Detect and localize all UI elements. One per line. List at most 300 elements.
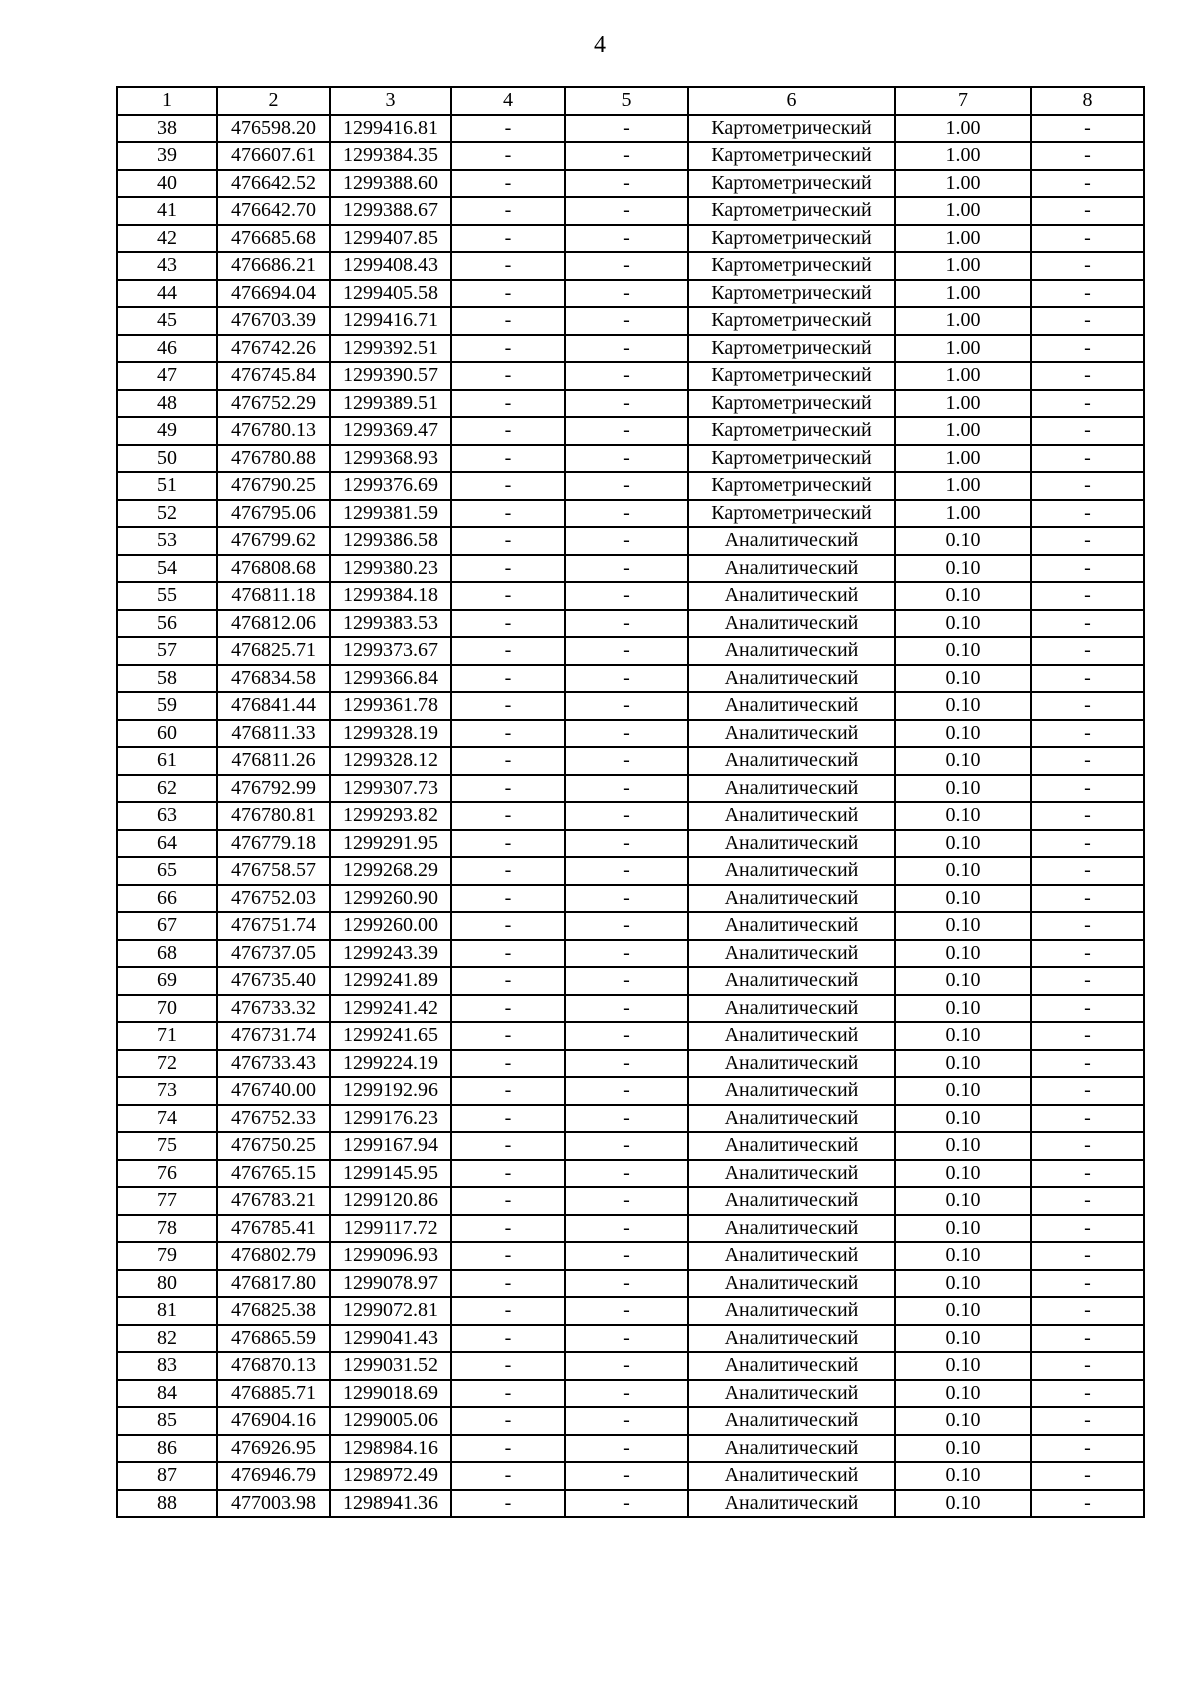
table-cell-x-coordinate: 476783.21	[217, 1187, 330, 1215]
table-cell-col5-value: -	[565, 857, 688, 885]
table-cell-x-coordinate: 476926.95	[217, 1435, 330, 1463]
table-cell-col8-value: -	[1031, 582, 1144, 610]
table-cell-point-number: 39	[117, 142, 217, 170]
table-row	[117, 527, 1144, 555]
table-cell-col8-value: -	[1031, 885, 1144, 913]
table-row	[117, 335, 1144, 363]
table-cell-accuracy: 0.10	[895, 1435, 1031, 1463]
table-cell-x-coordinate: 476795.06	[217, 500, 330, 528]
table-cell-method: Картометрический	[688, 197, 895, 225]
table-cell-col8-value: -	[1031, 1325, 1144, 1353]
table-cell-x-coordinate: 476607.61	[217, 142, 330, 170]
table-cell-col5-value: -	[565, 692, 688, 720]
table-cell-point-number: 60	[117, 720, 217, 748]
table-cell-col5-value: -	[565, 747, 688, 775]
table-cell-col4-value: -	[451, 252, 565, 280]
table-cell-col5-value: -	[565, 390, 688, 418]
table-cell-col4-value: -	[451, 582, 565, 610]
table-cell-accuracy: 1.00	[895, 170, 1031, 198]
table-cell-x-coordinate: 476752.29	[217, 390, 330, 418]
column-header-5: 5	[565, 87, 688, 115]
table-cell-col4-value: -	[451, 940, 565, 968]
table-cell-point-number: 68	[117, 940, 217, 968]
table-cell-col8-value: -	[1031, 1297, 1144, 1325]
table-cell-method: Аналитический	[688, 1242, 895, 1270]
table-cell-method: Картометрический	[688, 500, 895, 528]
table-cell-point-number: 64	[117, 830, 217, 858]
table-cell-y-coordinate: 1299381.59	[330, 500, 451, 528]
table-cell-col4-value: -	[451, 1325, 565, 1353]
table-cell-point-number: 88	[117, 1490, 217, 1518]
table-cell-point-number: 41	[117, 197, 217, 225]
table-cell-method: Аналитический	[688, 995, 895, 1023]
table-cell-x-coordinate: 476870.13	[217, 1352, 330, 1380]
table-cell-x-coordinate: 476790.25	[217, 472, 330, 500]
table-cell-method: Аналитический	[688, 912, 895, 940]
table-cell-point-number: 63	[117, 802, 217, 830]
table-cell-col4-value: -	[451, 747, 565, 775]
table-cell-col8-value: -	[1031, 830, 1144, 858]
table-cell-point-number: 73	[117, 1077, 217, 1105]
table-cell-col8-value: -	[1031, 1380, 1144, 1408]
table-cell-y-coordinate: 1299018.69	[330, 1380, 451, 1408]
table-cell-x-coordinate: 476758.57	[217, 857, 330, 885]
table-row	[117, 472, 1144, 500]
table-row	[117, 390, 1144, 418]
table-cell-col4-value: -	[451, 637, 565, 665]
table-cell-point-number: 45	[117, 307, 217, 335]
table-cell-col5-value: -	[565, 170, 688, 198]
table-row	[117, 1407, 1144, 1435]
table-cell-col5-value: -	[565, 115, 688, 143]
table-cell-y-coordinate: 1299241.89	[330, 967, 451, 995]
table-cell-x-coordinate: 476685.68	[217, 225, 330, 253]
table-cell-col5-value: -	[565, 1187, 688, 1215]
table-cell-accuracy: 0.10	[895, 747, 1031, 775]
table-cell-x-coordinate: 476642.52	[217, 170, 330, 198]
table-cell-method: Аналитический	[688, 830, 895, 858]
table-cell-col4-value: -	[451, 830, 565, 858]
table-cell-point-number: 55	[117, 582, 217, 610]
table-row	[117, 1270, 1144, 1298]
table-cell-col5-value: -	[565, 720, 688, 748]
table-cell-y-coordinate: 1299241.42	[330, 995, 451, 1023]
table-row	[117, 912, 1144, 940]
table-cell-col4-value: -	[451, 912, 565, 940]
table-cell-x-coordinate: 476811.33	[217, 720, 330, 748]
column-header-2: 2	[217, 87, 330, 115]
table-cell-x-coordinate: 476802.79	[217, 1242, 330, 1270]
table-cell-point-number: 58	[117, 665, 217, 693]
table-cell-y-coordinate: 1299361.78	[330, 692, 451, 720]
table-cell-y-coordinate: 1299386.58	[330, 527, 451, 555]
table-row	[117, 967, 1144, 995]
table-cell-y-coordinate: 1299041.43	[330, 1325, 451, 1353]
table-cell-col8-value: -	[1031, 527, 1144, 555]
table-row	[117, 665, 1144, 693]
table-cell-col4-value: -	[451, 142, 565, 170]
table-cell-col4-value: -	[451, 1462, 565, 1490]
table-cell-x-coordinate: 476817.80	[217, 1270, 330, 1298]
table-cell-col4-value: -	[451, 362, 565, 390]
table-cell-accuracy: 0.10	[895, 1297, 1031, 1325]
table-cell-point-number: 71	[117, 1022, 217, 1050]
column-header-1: 1	[117, 87, 217, 115]
table-cell-accuracy: 0.10	[895, 637, 1031, 665]
table-cell-col5-value: -	[565, 527, 688, 555]
table-row	[117, 280, 1144, 308]
table-cell-col8-value: -	[1031, 1050, 1144, 1078]
table-cell-accuracy: 0.10	[895, 1022, 1031, 1050]
table-cell-col5-value: -	[565, 225, 688, 253]
table-cell-col5-value: -	[565, 197, 688, 225]
table-cell-y-coordinate: 1299241.65	[330, 1022, 451, 1050]
table-cell-accuracy: 0.10	[895, 967, 1031, 995]
table-cell-accuracy: 0.10	[895, 1132, 1031, 1160]
table-cell-point-number: 66	[117, 885, 217, 913]
table-cell-col4-value: -	[451, 1435, 565, 1463]
table-cell-col5-value: -	[565, 802, 688, 830]
table-cell-col4-value: -	[451, 390, 565, 418]
table-cell-method: Картометрический	[688, 115, 895, 143]
table-cell-col8-value: -	[1031, 665, 1144, 693]
table-cell-point-number: 53	[117, 527, 217, 555]
table-cell-y-coordinate: 1299373.67	[330, 637, 451, 665]
table-cell-col8-value: -	[1031, 142, 1144, 170]
table-cell-method: Аналитический	[688, 885, 895, 913]
table-cell-col8-value: -	[1031, 307, 1144, 335]
table-cell-y-coordinate: 1299408.43	[330, 252, 451, 280]
table-row	[117, 252, 1144, 280]
table-row	[117, 775, 1144, 803]
table-cell-y-coordinate: 1299388.67	[330, 197, 451, 225]
table-cell-method: Аналитический	[688, 720, 895, 748]
table-cell-point-number: 65	[117, 857, 217, 885]
table-cell-accuracy: 0.10	[895, 857, 1031, 885]
table-cell-y-coordinate: 1299384.18	[330, 582, 451, 610]
table-cell-col5-value: -	[565, 1407, 688, 1435]
table-cell-accuracy: 0.10	[895, 912, 1031, 940]
table-cell-col8-value: -	[1031, 1160, 1144, 1188]
table-cell-y-coordinate: 1299291.95	[330, 830, 451, 858]
table-row	[117, 637, 1144, 665]
table-cell-x-coordinate: 476750.25	[217, 1132, 330, 1160]
table-cell-y-coordinate: 1299096.93	[330, 1242, 451, 1270]
table-cell-x-coordinate: 476780.81	[217, 802, 330, 830]
table-cell-y-coordinate: 1299383.53	[330, 610, 451, 638]
table-cell-method: Аналитический	[688, 940, 895, 968]
table-cell-method: Аналитический	[688, 1380, 895, 1408]
table-cell-col5-value: -	[565, 1270, 688, 1298]
table-cell-col8-value: -	[1031, 1022, 1144, 1050]
table-cell-accuracy: 0.10	[895, 830, 1031, 858]
table-cell-col4-value: -	[451, 665, 565, 693]
table-cell-point-number: 69	[117, 967, 217, 995]
table-cell-accuracy: 0.10	[895, 1380, 1031, 1408]
table-cell-col4-value: -	[451, 1242, 565, 1270]
table-cell-point-number: 56	[117, 610, 217, 638]
table-cell-col8-value: -	[1031, 995, 1144, 1023]
table-cell-method: Аналитический	[688, 1490, 895, 1518]
table-cell-method: Аналитический	[688, 1462, 895, 1490]
table-row	[117, 307, 1144, 335]
table-cell-col8-value: -	[1031, 500, 1144, 528]
table-cell-col4-value: -	[451, 967, 565, 995]
table-cell-point-number: 76	[117, 1160, 217, 1188]
table-cell-col8-value: -	[1031, 610, 1144, 638]
table-cell-col5-value: -	[565, 280, 688, 308]
table-cell-col5-value: -	[565, 555, 688, 583]
table-cell-y-coordinate: 1299268.29	[330, 857, 451, 885]
table-cell-y-coordinate: 1298941.36	[330, 1490, 451, 1518]
table-cell-method: Картометрический	[688, 335, 895, 363]
table-cell-y-coordinate: 1299260.90	[330, 885, 451, 913]
table-row	[117, 610, 1144, 638]
table-cell-col5-value: -	[565, 1352, 688, 1380]
table-cell-accuracy: 0.10	[895, 1352, 1031, 1380]
table-cell-col4-value: -	[451, 1160, 565, 1188]
table-cell-accuracy: 0.10	[895, 555, 1031, 583]
table-cell-y-coordinate: 1299293.82	[330, 802, 451, 830]
table-cell-method: Картометрический	[688, 280, 895, 308]
table-cell-y-coordinate: 1299307.73	[330, 775, 451, 803]
table-row	[117, 362, 1144, 390]
table-cell-y-coordinate: 1299416.71	[330, 307, 451, 335]
table-row	[117, 1325, 1144, 1353]
table-cell-method: Аналитический	[688, 1077, 895, 1105]
table-cell-x-coordinate: 476751.74	[217, 912, 330, 940]
table-cell-method: Аналитический	[688, 1132, 895, 1160]
table-cell-col5-value: -	[565, 1325, 688, 1353]
table-cell-x-coordinate: 476703.39	[217, 307, 330, 335]
table-cell-point-number: 42	[117, 225, 217, 253]
table-cell-x-coordinate: 476825.71	[217, 637, 330, 665]
table-cell-col4-value: -	[451, 857, 565, 885]
table-cell-col5-value: -	[565, 775, 688, 803]
table-cell-col4-value: -	[451, 995, 565, 1023]
table-cell-col5-value: -	[565, 1105, 688, 1133]
table-cell-method: Аналитический	[688, 1297, 895, 1325]
table-cell-col4-value: -	[451, 1215, 565, 1243]
table-cell-point-number: 72	[117, 1050, 217, 1078]
table-cell-col5-value: -	[565, 637, 688, 665]
table-cell-y-coordinate: 1299078.97	[330, 1270, 451, 1298]
table-cell-accuracy: 1.00	[895, 280, 1031, 308]
table-cell-col5-value: -	[565, 142, 688, 170]
table-cell-x-coordinate: 476745.84	[217, 362, 330, 390]
table-cell-point-number: 77	[117, 1187, 217, 1215]
table-cell-method: Картометрический	[688, 142, 895, 170]
table-cell-accuracy: 0.10	[895, 1160, 1031, 1188]
table-cell-method: Аналитический	[688, 665, 895, 693]
table-cell-col8-value: -	[1031, 747, 1144, 775]
table-row	[117, 830, 1144, 858]
table-cell-method: Аналитический	[688, 1325, 895, 1353]
table-cell-point-number: 54	[117, 555, 217, 583]
table-cell-y-coordinate: 1299388.60	[330, 170, 451, 198]
table-cell-col4-value: -	[451, 1297, 565, 1325]
table-cell-col5-value: -	[565, 610, 688, 638]
table-cell-col8-value: -	[1031, 775, 1144, 803]
table-cell-point-number: 50	[117, 445, 217, 473]
table-cell-accuracy: 0.10	[895, 1105, 1031, 1133]
table-cell-point-number: 81	[117, 1297, 217, 1325]
table-cell-point-number: 85	[117, 1407, 217, 1435]
table-cell-method: Аналитический	[688, 747, 895, 775]
table-cell-method: Аналитический	[688, 692, 895, 720]
table-cell-method: Аналитический	[688, 802, 895, 830]
table-cell-x-coordinate: 476780.88	[217, 445, 330, 473]
table-cell-col4-value: -	[451, 472, 565, 500]
table-cell-x-coordinate: 477003.98	[217, 1490, 330, 1518]
table-cell-accuracy: 0.10	[895, 1187, 1031, 1215]
table-cell-col5-value: -	[565, 472, 688, 500]
table-cell-col4-value: -	[451, 417, 565, 445]
table-cell-method: Аналитический	[688, 1352, 895, 1380]
table-row	[117, 1187, 1144, 1215]
table-cell-accuracy: 1.00	[895, 225, 1031, 253]
table-row	[117, 417, 1144, 445]
table-cell-accuracy: 0.10	[895, 582, 1031, 610]
table-cell-col5-value: -	[565, 335, 688, 363]
table-cell-method: Картометрический	[688, 225, 895, 253]
table-cell-accuracy: 1.00	[895, 115, 1031, 143]
table-cell-y-coordinate: 1299389.51	[330, 390, 451, 418]
table-cell-col4-value: -	[451, 307, 565, 335]
table-cell-accuracy: 0.10	[895, 527, 1031, 555]
table-cell-y-coordinate: 1299031.52	[330, 1352, 451, 1380]
table-cell-point-number: 75	[117, 1132, 217, 1160]
table-cell-col8-value: -	[1031, 1187, 1144, 1215]
table-cell-method: Картометрический	[688, 417, 895, 445]
table-cell-y-coordinate: 1299192.96	[330, 1077, 451, 1105]
table-cell-method: Аналитический	[688, 1215, 895, 1243]
table-cell-method: Аналитический	[688, 1105, 895, 1133]
table-cell-accuracy: 1.00	[895, 335, 1031, 363]
table-row	[117, 857, 1144, 885]
column-header-7: 7	[895, 87, 1031, 115]
table-cell-col5-value: -	[565, 1132, 688, 1160]
table-cell-point-number: 78	[117, 1215, 217, 1243]
table-cell-col4-value: -	[451, 885, 565, 913]
table-cell-x-coordinate: 476735.40	[217, 967, 330, 995]
table-cell-y-coordinate: 1299072.81	[330, 1297, 451, 1325]
table-cell-col5-value: -	[565, 1215, 688, 1243]
table-cell-accuracy: 1.00	[895, 142, 1031, 170]
table-cell-col4-value: -	[451, 1187, 565, 1215]
table-cell-col8-value: -	[1031, 1490, 1144, 1518]
table-row	[117, 1160, 1144, 1188]
table-row	[117, 1352, 1144, 1380]
table-row	[117, 1050, 1144, 1078]
table-cell-point-number: 87	[117, 1462, 217, 1490]
table-cell-point-number: 67	[117, 912, 217, 940]
table-cell-y-coordinate: 1299328.12	[330, 747, 451, 775]
table-cell-method: Картометрический	[688, 445, 895, 473]
table-cell-y-coordinate: 1299369.47	[330, 417, 451, 445]
table-cell-method: Аналитический	[688, 967, 895, 995]
table-cell-col8-value: -	[1031, 1352, 1144, 1380]
table-cell-col4-value: -	[451, 1270, 565, 1298]
table-cell-method: Аналитический	[688, 610, 895, 638]
table-cell-x-coordinate: 476740.00	[217, 1077, 330, 1105]
table-cell-y-coordinate: 1299366.84	[330, 665, 451, 693]
table-cell-y-coordinate: 1299368.93	[330, 445, 451, 473]
table-cell-col5-value: -	[565, 1050, 688, 1078]
table-cell-col4-value: -	[451, 225, 565, 253]
table-cell-col5-value: -	[565, 362, 688, 390]
table-cell-col8-value: -	[1031, 1435, 1144, 1463]
table-header-row	[117, 87, 1144, 115]
table-row	[117, 115, 1144, 143]
table-cell-point-number: 86	[117, 1435, 217, 1463]
table-cell-point-number: 82	[117, 1325, 217, 1353]
table-row	[117, 1462, 1144, 1490]
table-cell-accuracy: 0.10	[895, 885, 1031, 913]
table-cell-col5-value: -	[565, 445, 688, 473]
table-cell-method: Картометрический	[688, 252, 895, 280]
table-row	[117, 692, 1144, 720]
table-cell-y-coordinate: 1299176.23	[330, 1105, 451, 1133]
table-cell-col8-value: -	[1031, 637, 1144, 665]
table-cell-x-coordinate: 476598.20	[217, 115, 330, 143]
table-row	[117, 1105, 1144, 1133]
table-cell-col8-value: -	[1031, 115, 1144, 143]
table-cell-x-coordinate: 476904.16	[217, 1407, 330, 1435]
table-cell-accuracy: 0.10	[895, 1407, 1031, 1435]
table-cell-col5-value: -	[565, 940, 688, 968]
table-cell-col5-value: -	[565, 912, 688, 940]
table-cell-col4-value: -	[451, 1407, 565, 1435]
table-cell-col4-value: -	[451, 197, 565, 225]
table-cell-point-number: 48	[117, 390, 217, 418]
table-cell-point-number: 80	[117, 1270, 217, 1298]
table-cell-col8-value: -	[1031, 1132, 1144, 1160]
table-cell-method: Аналитический	[688, 1187, 895, 1215]
table-cell-point-number: 83	[117, 1352, 217, 1380]
table-cell-x-coordinate: 476834.58	[217, 665, 330, 693]
table-cell-col5-value: -	[565, 1380, 688, 1408]
table-cell-point-number: 52	[117, 500, 217, 528]
table-cell-col5-value: -	[565, 252, 688, 280]
table-cell-accuracy: 0.10	[895, 1215, 1031, 1243]
table-row	[117, 1490, 1144, 1518]
table-cell-col8-value: -	[1031, 252, 1144, 280]
table-cell-col5-value: -	[565, 830, 688, 858]
table-cell-accuracy: 1.00	[895, 362, 1031, 390]
column-header-8: 8	[1031, 87, 1144, 115]
table-cell-accuracy: 0.10	[895, 1242, 1031, 1270]
table-cell-point-number: 46	[117, 335, 217, 363]
table-row	[117, 197, 1144, 225]
table-cell-col4-value: -	[451, 555, 565, 583]
table-cell-x-coordinate: 476825.38	[217, 1297, 330, 1325]
table-cell-method: Картометрический	[688, 362, 895, 390]
table-cell-point-number: 59	[117, 692, 217, 720]
table-row	[117, 1435, 1144, 1463]
table-cell-x-coordinate: 476811.26	[217, 747, 330, 775]
table-cell-y-coordinate: 1299376.69	[330, 472, 451, 500]
table-cell-point-number: 40	[117, 170, 217, 198]
table-row	[117, 582, 1144, 610]
table-cell-accuracy: 1.00	[895, 445, 1031, 473]
table-cell-method: Аналитический	[688, 1022, 895, 1050]
table-cell-col5-value: -	[565, 417, 688, 445]
coordinates-table	[116, 86, 1145, 1518]
table-cell-point-number: 38	[117, 115, 217, 143]
table-cell-accuracy: 1.00	[895, 307, 1031, 335]
table-cell-col5-value: -	[565, 885, 688, 913]
